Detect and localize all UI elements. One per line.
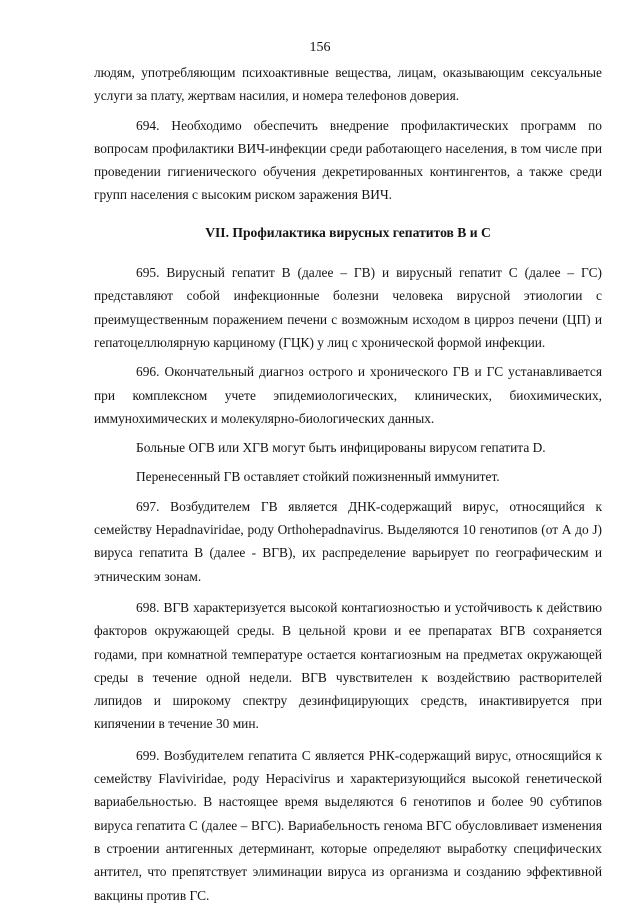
paragraph-695: 695. Вирусный гепатит В (далее – ГВ) и вирусный гепатит С (далее – ГС) представляют собой инфекционные болезни человека вирусной этиологии с преимущественным поражением печени с возможным исходом в цирроз печени (ЦП) и гепатоцеллюлярную карциному (ГЦК) у лиц с хронической формой инфекции. xyxy=(94,265,602,350)
document-body xyxy=(94,61,602,907)
paragraph-697: 697. Возбудителем ГВ является ДНК-содержащий вирус, относящийся к семейству Hepadnaviridae, роду Orthohepadnavirus. Выделяются 10 генотипов (от А до J) вируса гепатита В (далее - ВГВ), их распределение варьирует по географическим и этническим зонам. xyxy=(94,498,602,584)
paragraph-continuation: людям, употребляющим психоактивные вещества, лицам, оказывающим сексуальные услуги за плату, жертвам насилия, и номера телефонов доверия. xyxy=(94,65,602,104)
page-number: 156 xyxy=(309,40,331,55)
paragraph-698: 698. ВГВ характеризуется высокой контагиозностью и устойчивость к действию факторов окружающей среды. В цельной крови и ее препаратах ВГВ сохраняется годами, при комнатной температуре остается контагиозным на предметах окружающей среды в течение одной недели. ВГВ чувствителен к воздействию растворителей липидов и широкому спектру дезинфицирующих средств, инактивируется при кипячении в течение 30 мин. xyxy=(94,599,602,732)
paragraph-699: 699. Возбудителем гепатита С является РНК-содержащий вирус, относящийся к семейству Flaviviridae, роду Hepacivirus и характеризующийся высокой генетической вариабельностью. В настоящее время выделяются 6 генотипов и более 90 субтипов вируса гепатита С (далее – ВГС). Вариабельность генома ВГС обусловливает изменения в строении антигенных детерминант, которые определяют выработку специфических антител, что препятствует элиминации вируса из организма и созданию эффективной вакцины против ГС. xyxy=(94,747,602,903)
paragraph-696: 696. Окончательный диагноз острого и хронического ГВ и ГС устанавливается при комплексном учете эпидемиологических, клинических, биохимических, иммунохимических и молекулярно-биологических данных. xyxy=(94,364,602,426)
paragraph-694: 694. Необходимо обеспечить внедрение профилактических программ по вопросам профилактики ВИЧ-инфекции среди работающего населения, в том числе при проведении гигиенического обучения декретированных контингентов, а также среди групп населения с высоким риском заражения ВИЧ. xyxy=(94,117,602,203)
paragraph-ogv-hgv: Больные ОГВ или ХГВ могут быть инфицированы вирусом гепатита D. xyxy=(136,440,546,456)
section-heading: VII. Профилактика вирусных гепатитов В и С xyxy=(205,224,491,240)
paragraph-immunity: Перенесенный ГВ оставляет стойкий пожизненный иммунитет. xyxy=(136,469,500,485)
